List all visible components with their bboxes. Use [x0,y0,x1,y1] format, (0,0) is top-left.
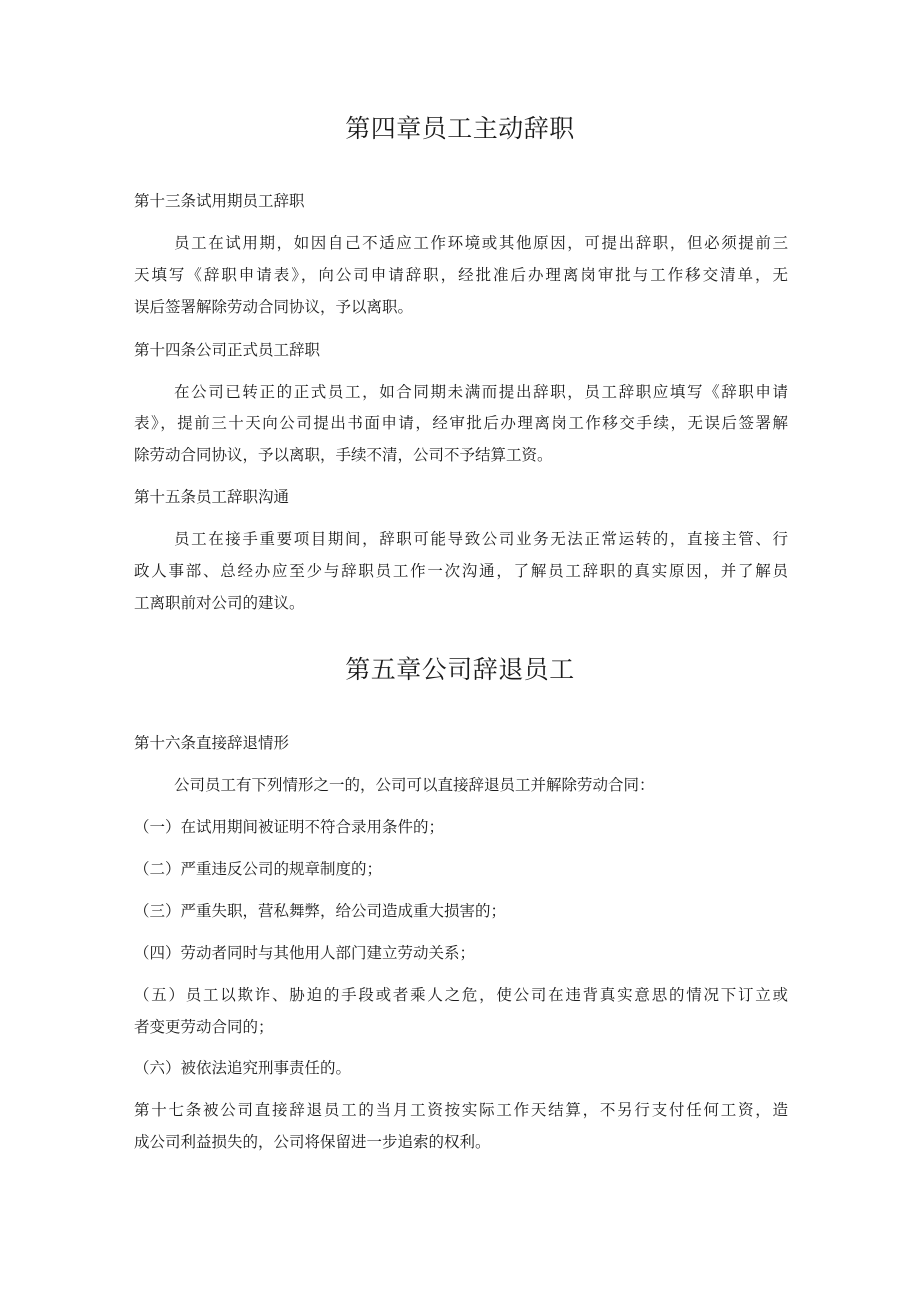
article-16-item-3: （三）严重失职，营私舞弊，给公司造成重大损害的； [134,902,507,920]
article-15-line-2: 政人事部、总经办应至少与辞职员工作一次沟通，了解员工辞职的真实原因，并了解员 [134,562,788,580]
article-14-line-1: 在公司已转正的正式员工，如合同期未满而提出辞职，员工辞职应填写《辞职申请 [174,383,788,401]
article-13-line-2: 天填写《辞职申请表》，向公司申请辞职，经批准后办理离岗审批与工作移交清单，无 [134,266,788,284]
article-16-heading: 第十六条直接辞退情形 [134,734,290,752]
chapter-5-title: 第五章公司辞退员工 [345,655,575,684]
article-15-heading: 第十五条员工辞职沟通 [134,488,290,506]
chapter-4-title: 第四章员工主动辞职 [345,114,575,143]
article-16-item-5-line-2: 者变更劳动合同的； [134,1018,274,1036]
article-16-item-2: （二）严重违反公司的规章制度的； [134,860,383,878]
article-14-heading: 第十四条公司正式员工辞职 [134,341,321,359]
article-14-line-2: 表》，提前三十天向公司提出书面申请，经审批后办理离岗工作移交手续，无误后签署解 [134,414,788,432]
article-17-line-1: 第十七条被公司直接辞退员工的当月工资按实际工作天结算，不另行支付任何工资，造 [134,1101,788,1119]
article-17-line-2: 成公司利益损失的，公司将保留进一步追索的权利。 [134,1133,491,1151]
article-14-line-3: 除劳动合同协议，予以离职，手续不清，公司不予结算工资。 [134,446,553,464]
article-16-intro: 公司员工有下列情形之一的，公司可以直接辞退员工并解除劳动合同： [174,776,655,794]
article-15-line-1: 员工在接手重要项目期间，辞职可能导致公司业务无法正常运转的，直接主管、行 [174,530,788,548]
article-13-heading: 第十三条试用期员工辞职 [134,192,305,210]
article-16-item-4: （四）劳动者同时与其他用人部门建立劳动关系； [134,944,476,962]
article-15-line-3: 工离职前对公司的建议。 [134,594,305,612]
article-16-item-6: （六）被依法追究刑事责任的。 [134,1059,352,1077]
article-16-item-5-line-1: （五）员工以欺诈、胁迫的手段或者乘人之危，使公司在违背真实意思的情况下订立或 [134,986,788,1004]
article-16-item-1: （一）在试用期间被证明不符合录用条件的； [134,818,445,836]
article-13-line-1: 员工在试用期，如因自己不适应工作环境或其他原因，可提出辞职，但必须提前三 [174,234,788,252]
article-13-line-3: 误后签署解除劳动合同协议，予以离职。 [134,298,414,316]
